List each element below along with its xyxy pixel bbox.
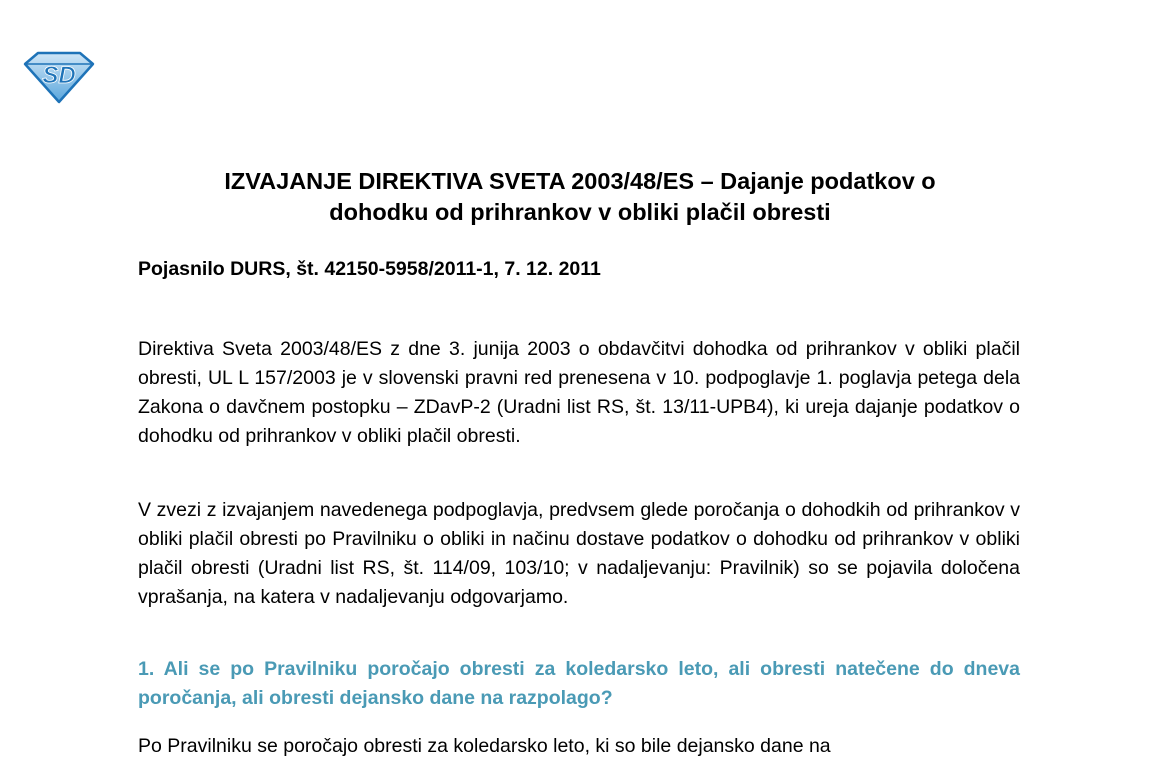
document-title xyxy=(100,166,1060,228)
title-line-1: IZVAJANJE DIREKTIVA SVETA 2003/48/ES – Dajanje podatkov o xyxy=(224,168,936,194)
sd-diamond-logo-icon xyxy=(22,50,96,104)
paragraph-context: V zvezi z izvajanjem navedenega podpoglavja, predvsem glede poročanja o dohodkih od prihrankov v obliki plačil obresti po Pravilniku o obliki in načinu dostave podatkov o dohodku od prihrankov v obliki plačil obresti (Uradni list RS, št. 114/09, 103/10; v nadaljevanju: Pravilnik) so se pojavila določena vprašanja, na katera v nadaljevanju odgovarjamo. xyxy=(138,499,1020,608)
document-subtitle: Pojasnilo DURS, št. 42150-5958/2011-1, 7. 12. 2011 xyxy=(138,258,601,280)
title-line-2: dohodku od prihrankov v obliki plačil obresti xyxy=(329,199,831,225)
question-1: 1. Ali se po Pravilniku poročajo obresti za koledarsko leto, ali obresti natečene do dneva poročanja, ali obresti dejansko dane na razpolago? xyxy=(138,658,1020,709)
svg-text:SD: SD xyxy=(42,62,76,89)
paragraph-intro: Direktiva Sveta 2003/48/ES z dne 3. junija 2003 o obdavčitvi dohodka od prihrankov v obliki plačil obresti, UL L 157/2003 je v slovenski pravni red prenesena v 10. podpoglavje 1. poglavja petega dela Zakona o davčnem postopku – ZDavP-2 (Uradni list RS, št. 13/11-UPB4), ki ureja dajanje podatkov o dohodku od prihrankov v obliki plačil obresti. xyxy=(138,338,1020,447)
sd-logo xyxy=(22,50,96,104)
answer-1-partial: Po Pravilniku se poročajo obresti za koledarsko leto, ki so bile dejansko dane na xyxy=(138,735,831,757)
